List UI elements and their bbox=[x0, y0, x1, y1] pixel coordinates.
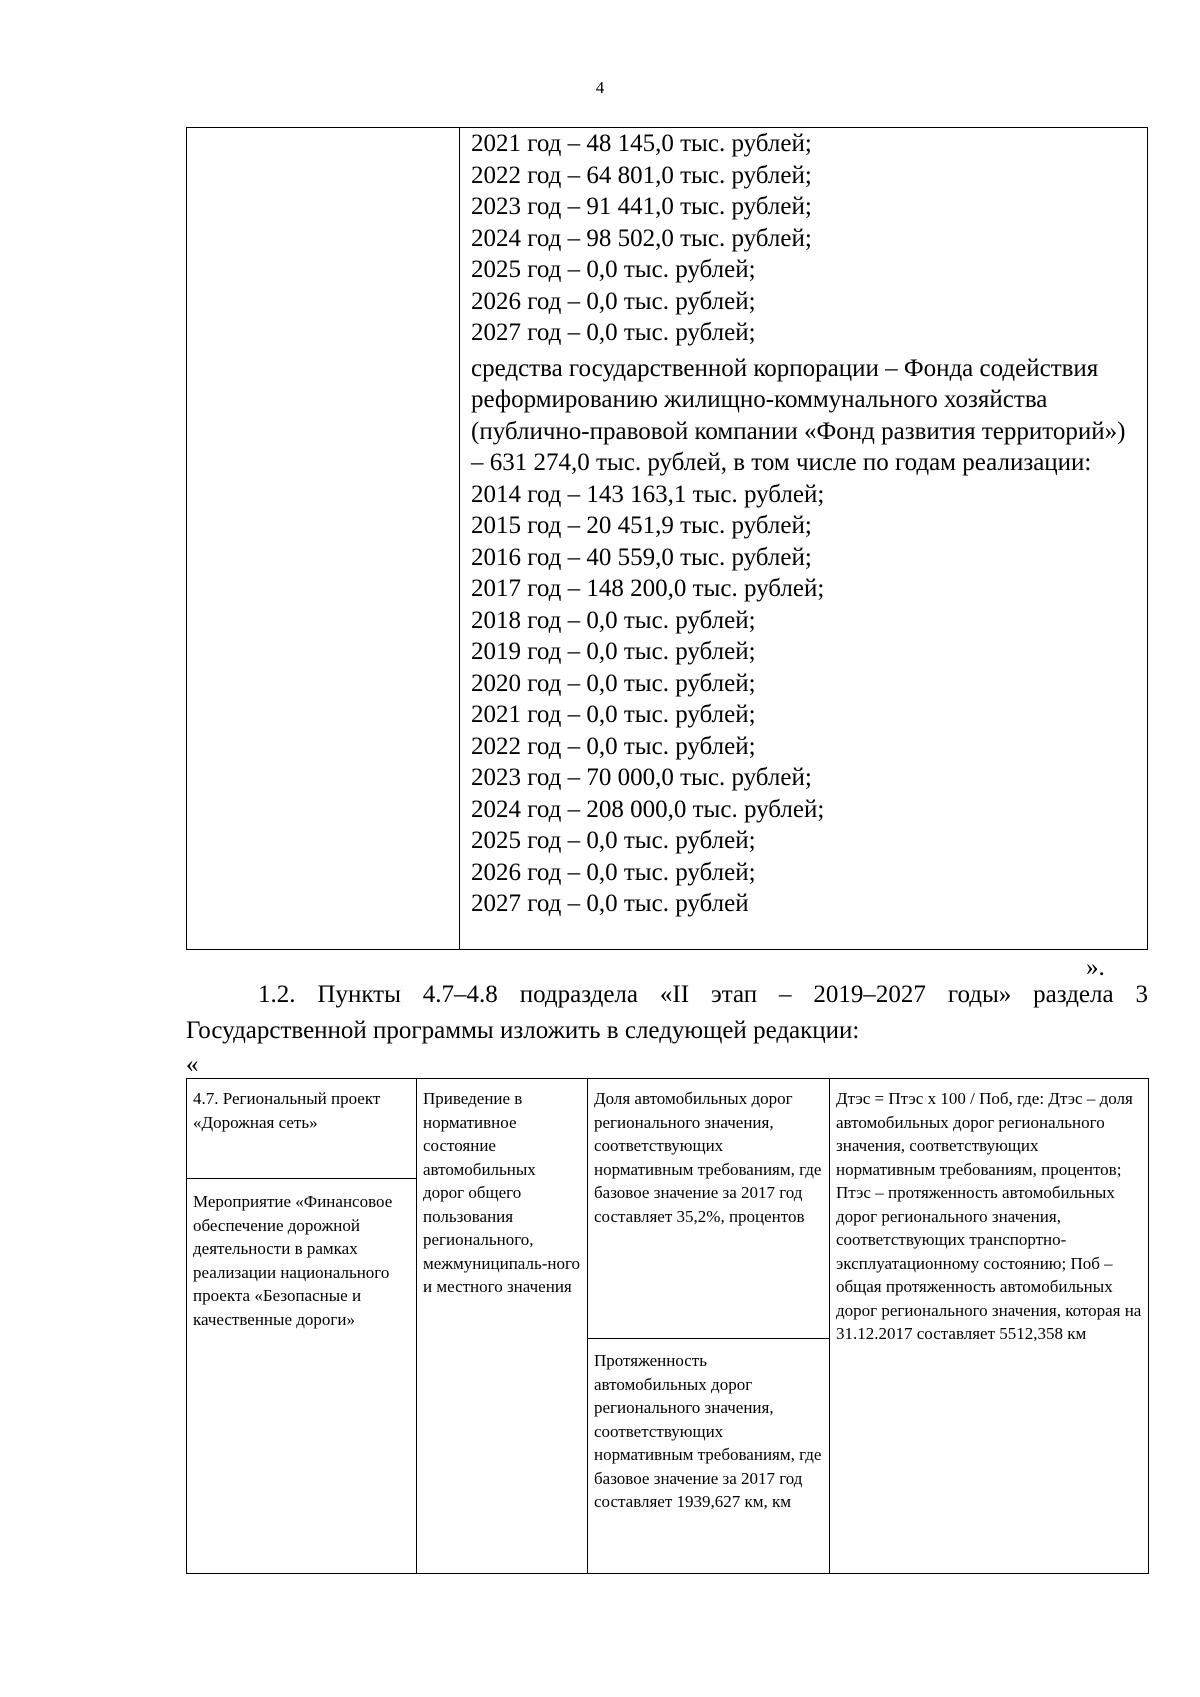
financing-year-line: 2024 год – 98 502,0 тыс. рублей; bbox=[471, 224, 812, 252]
goal-cell: Приведение в нормативное состояние автомобильных дорог общего пользования регионального, межмуниципаль-ного и местного значения bbox=[423, 1089, 581, 1296]
project-table bbox=[186, 1078, 1149, 1574]
closing-quote: ». bbox=[1086, 954, 1105, 981]
financing-year-line: 2023 год – 70 000,0 тыс. рублей; bbox=[471, 764, 812, 791]
formula-cell: Дтэс = Птэс х 100 / Поб, где: Дтэс – доля автомобильных дорог регионального значения, соответствующих нормативным требованиям, процентов; Птэс – протяженность автомобильных дорог регионального значения, соответствующих транспортно-эксплуатационному состоянию; Поб – общая протяженность автомобильных дорог регионального значения, которая на 31.12.2017 составляет 5512,358 км bbox=[836, 1089, 1142, 1343]
row-divider bbox=[588, 1338, 830, 1339]
measure-cell: Мероприятие «Финансовое обеспечение дорожной деятельности в рамках реализации национального проекта «Безопасные и качественные дороги» bbox=[193, 1192, 393, 1329]
financing-year-line: 2021 год – 48 145,0 тыс. рублей; bbox=[471, 130, 812, 157]
indicator-length-cell: Протяженность автомобильных дорог регионального значения, соответствующих нормативным требованиям, где базовое значение за 2017 год составляет 1939,627 км, км bbox=[594, 1351, 822, 1511]
financing-year-line: 2015 год – 20 451,9 тыс. рублей; bbox=[471, 512, 812, 539]
page-number: 4 bbox=[595, 78, 605, 97]
financing-year-line: 2027 год – 0,0 тыс. рублей; bbox=[471, 319, 756, 346]
financing-year-line: 2025 год – 0,0 тыс. рублей; bbox=[471, 827, 756, 854]
financing-year-line: 2023 год – 91 441,0 тыс. рублей; bbox=[471, 193, 812, 220]
table-column-4 bbox=[829, 1079, 1149, 1573]
table-column-2 bbox=[416, 1079, 588, 1573]
column-divider bbox=[459, 128, 460, 949]
financing-year-line: 2022 год – 0,0 тыс. рублей; bbox=[471, 732, 756, 760]
financing-year-line: 2021 год – 0,0 тыс. рублей; bbox=[471, 701, 756, 728]
financing-year-line: 2025 год – 0,0 тыс. рублей; bbox=[471, 256, 756, 283]
financing-cell bbox=[471, 128, 1141, 920]
financing-year-line: 2026 год – 0,0 тыс. рублей; bbox=[471, 858, 756, 886]
financing-year-line: 2022 год – 64 801,0 тыс. рублей; bbox=[471, 161, 812, 189]
financing-year-line: 2018 год – 0,0 тыс. рублей; bbox=[471, 606, 756, 634]
financing-year-line: 2014 год – 143 163,1 тыс. рублей; bbox=[471, 480, 825, 508]
table-column-3 bbox=[587, 1079, 830, 1573]
project-title-cell: 4.7. Региональный проект «Дорожная сеть» bbox=[193, 1089, 381, 1132]
financing-year-line: 2026 год – 0,0 тыс. рублей; bbox=[471, 287, 756, 315]
table-column-1 bbox=[187, 1079, 416, 1573]
financing-year-line: 2020 год – 0,0 тыс. рублей; bbox=[471, 669, 756, 697]
financing-year-line: 2016 год – 40 559,0 тыс. рублей; bbox=[471, 543, 812, 571]
financing-year-line: 2027 год – 0,0 тыс. рублей bbox=[471, 890, 749, 917]
financing-years-block-2 bbox=[471, 479, 1141, 920]
row-divider bbox=[187, 1178, 416, 1179]
financing-year-line: 2024 год – 208 000,0 тыс. рублей; bbox=[471, 795, 825, 823]
opening-quote: « bbox=[186, 1051, 199, 1078]
financing-year-line: 2019 год – 0,0 тыс. рублей; bbox=[471, 638, 756, 665]
financing-table bbox=[186, 127, 1148, 950]
amendment-paragraph: 1.2. Пункты 4.7–4.8 подраздела «II этап – 2019–2027 годы» раздела 3 Государственной программы изложить в следующей редакции: bbox=[186, 981, 1148, 1044]
financing-year-line: 2017 год – 148 200,0 тыс. рублей; bbox=[471, 575, 825, 602]
financing-years-block-1 bbox=[471, 128, 1141, 349]
fund-paragraph: средства государственной корпорации – Фонда содействия реформированию жилищно-коммунального хозяйства (публично-правовой компании «Фонд развития территорий») – 631 274,0 тыс. рублей, в том числе по годам реализации: bbox=[471, 354, 1126, 476]
indicator-share-cell: Доля автомобильных дорог регионального значения, соответствующих нормативным требованиям, где базовое значение за 2017 год составляет 35,2%, процентов bbox=[594, 1089, 822, 1226]
